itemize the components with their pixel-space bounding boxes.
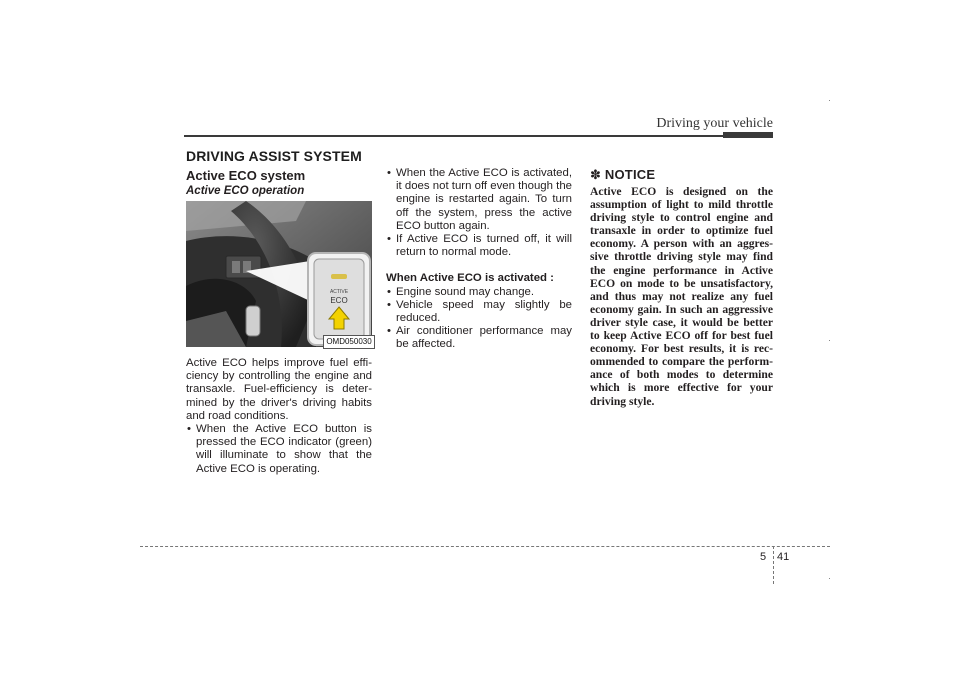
column-1-body (186, 357, 372, 476)
list-item: • Vehicle speed may slightly be reduced. (386, 299, 572, 325)
button-small-label: ACTIVE (329, 289, 349, 295)
page-number: 41 (777, 551, 790, 563)
list-item: • When the Active ECO is activated, it does not turn off even though the engine is restarted again. To turn off the system, press the active ECO button again. (386, 167, 572, 233)
crop-mark (829, 340, 830, 341)
running-header-title: Driving your vehicle (656, 116, 773, 131)
section-title: DRIVING ASSIST SYSTEM (186, 148, 362, 164)
list-item: • Engine sound may change. (386, 286, 572, 299)
chapter-number: 5 (760, 551, 767, 563)
crop-mark (829, 100, 830, 101)
subheading-active-eco-operation: Active ECO operation (186, 185, 305, 197)
header-rule (184, 135, 773, 137)
header-tab (723, 132, 773, 138)
figure-code: OMD050030 (323, 335, 375, 349)
notice-box (590, 167, 773, 408)
heading-active-eco-system: Active ECO system (186, 168, 306, 183)
notice-body: Active ECO is designed on the assumption of light to mild throttle driving style to control engine and transaxle in order to optimize fuel economy. A person with an aggres-sive throttle driving style may find the engine performance in Active ECO on mode to be unsatisfactory, and thus may not realize any fuel economy gain. In such an aggressive driver style case, it would be better to keep Active ECO off for best fuel economy. For best results, it is rec-ommended to compare the perform-ance of both modes to determine which is more effective for your driving style. (590, 185, 773, 408)
notice-title: ✽ NOTICE (590, 167, 656, 182)
crop-mark (829, 578, 830, 579)
page-number-divider (773, 546, 774, 584)
dashboard-illustration (186, 201, 372, 347)
column-2-body (386, 167, 572, 352)
intro-paragraph: Active ECO helps improve fuel effi-ciency by controlling the engine and transaxle. Fuel-efficiency is deter-mined by the driver's driving habits and road conditions. (186, 357, 372, 422)
list-item: • When the Active ECO button is pressed the ECO indicator (green) will illuminate to show that the Active ECO is operating. (186, 423, 372, 476)
button-eco-label: ECO (330, 296, 348, 305)
subheading-when-activated: When Active ECO is activated : (386, 272, 554, 285)
dashboard-photo (186, 201, 372, 347)
list-item: • Air conditioner performance may be affected. (386, 325, 572, 351)
list-item: • If Active ECO is turned off, it will return to normal mode. (386, 233, 572, 259)
footer-rule (140, 546, 830, 547)
